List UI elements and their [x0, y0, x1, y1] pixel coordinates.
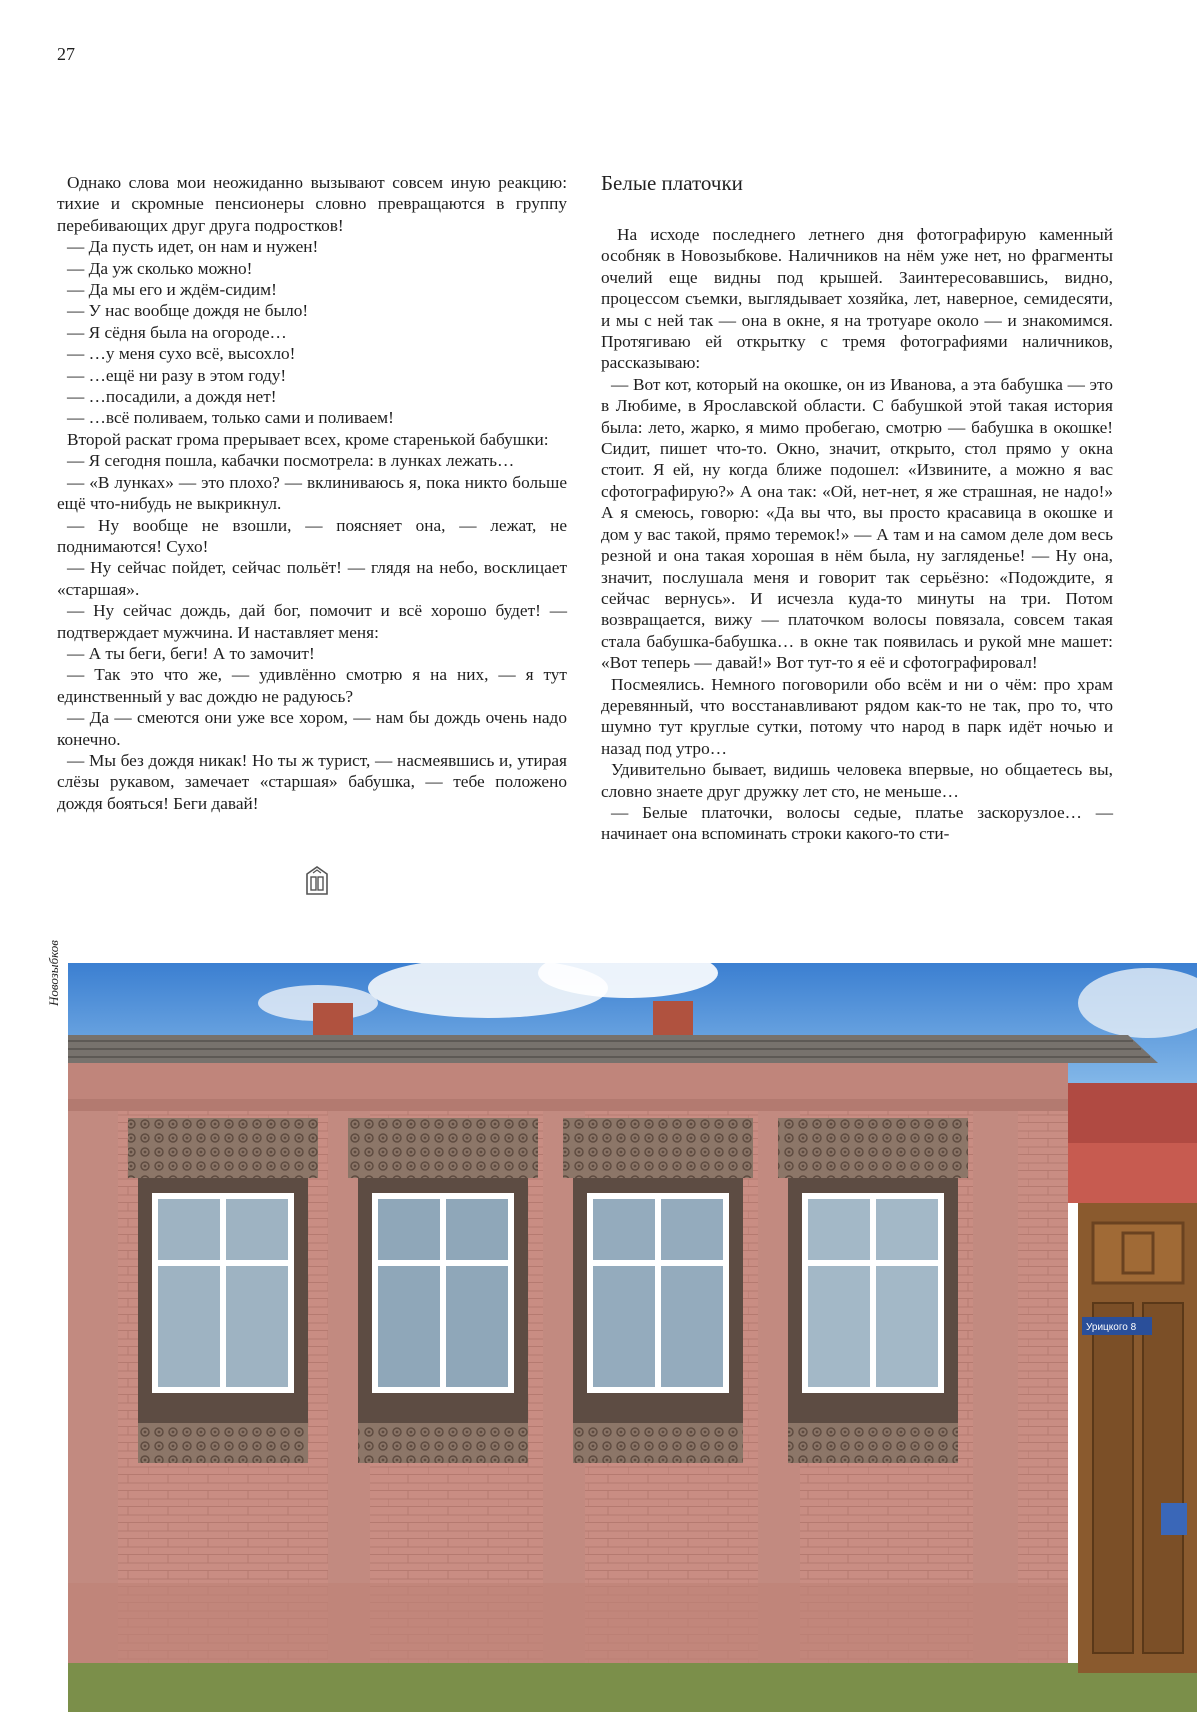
window-ornament-icon [304, 865, 330, 895]
right-column-body [601, 224, 1113, 845]
paragraph: — Ну вообще не взошли, — поясняет она, — лежат, не поднимаются! Сухо! [57, 515, 567, 556]
paragraph: — У нас вообще дождя не было! [67, 301, 309, 321]
paragraph: Второй раскат грома прерывает всех, кроме старенькой бабушки: [67, 429, 549, 449]
paragraph: — Мы без дождя никак! Но ты ж турист, — насмеявшись и, утирая слёзы рукавом, замечает «старшая» бабушка, — тебе положено дождя бояться! Беги давай! [57, 750, 567, 813]
paragraph: — Белые платочки, волосы седые, платье заскорузлое… — начинает она вспоминать строки какого-то сти- [601, 802, 1113, 844]
paragraph: — Да уж сколько можно! [67, 258, 253, 278]
page-number: 27 [57, 44, 75, 64]
paragraph: — Да пусть идет, он нам и нужен! [67, 237, 319, 257]
paragraph: — …у меня сухо всё, высохло! [67, 344, 296, 364]
paragraph: — …посадили, а дождя нет! [67, 387, 277, 407]
left-column [57, 172, 567, 814]
paragraph: — Вот кот, который на окошке, он из Иванова, а эта бабушка — это в Любиме, в Ярославской области. С бабушкой этой такая история была: лето, жарко, я мимо пробегаю, смотрю — бабушка в окошке! Сидит, пишет что-то. Окно, значит, открыто, стол прямо у окна стоит. Я ей, ну когда ближе подошел: «Извините, а можно я вас сфотографирую?» А она так: «Ой, нет-нет, я же страшная, не надо!» А я смеюсь, говорю: «Да вы что, вы просто красавица в окошке и дом у вас такой, прямо теремок!» — А там и на самом деле дом весь резной и она такая хорошая в нём была, ну загляденье! — Ну она, значит, послушала меня и говорит так серьёзно: «Подождите, я сейчас вернусь». И исчезла куда-то минуты на три. Потом возвращается, вижу — платочком волосы повязала, совсем такая стала бабушка-бабушка… в окне так появилась и рукой мне машет: «Вот теперь — давай!» Вот тут-то я её и сфотографировал! [601, 374, 1113, 673]
paragraph: Однако слова мои неожиданно вызывают совсем иную реакцию: тихие и скромные пенсионеры словно превращаются в группу перебивающих друг друга подростков! [57, 173, 567, 235]
paragraph: — Да — смеются они уже все хором, — нам бы дождь очень надо конечно. [57, 708, 567, 749]
paragraph: — Да мы его и ждём-сидим! [67, 280, 277, 300]
house-photo [68, 963, 1197, 1712]
house-sign: Урицкого 8 [1086, 1322, 1137, 1333]
paragraph: На исходе последнего летнего дня фотографирую каменный особняк в Новозыбкове. Наличников на нём уже нет, но фрагменты очелий еще видны под крышей. Заинтересовавшись, видно, процессом съемки, выглядывает хозяйка, лет, наверное, семидесяти, и мы с ней так — она в окне, я на тротуаре около — и знакомимся. Протягиваю ей открытку с тремя фотографиями наличников, рассказываю: [601, 225, 1113, 373]
paragraph: — …ещё ни разу в этом году! [67, 365, 287, 385]
paragraph: Удивительно бывает, видишь человека впервые, но общаетесь вы, словно знаете друг дружку лет сто, не меньше… [601, 760, 1113, 801]
section-heading: Белые платочки [601, 171, 743, 195]
paragraph: — Ну сейчас пойдет, сейчас польёт! — глядя на небо, восклицает «старшая». [57, 558, 567, 599]
right-column [601, 170, 1113, 845]
paragraph: — «В лунках» — это плохо? — вклиниваюсь я, пока никто больше ещё что-нибудь не выкрикнул. [57, 472, 567, 514]
paragraph: — …всё поливаем, только сами и поливаем! [67, 408, 394, 428]
paragraph: — Ну сейчас дождь, дай бог, помочит и всё хорошо будет! — подтверждает мужчина. И наставляет меня: [57, 601, 567, 642]
paragraph: — Так это что же, — удивлённо смотрю я на них, — я тут единственный у вас дождю не радуюсь? [57, 665, 567, 706]
paragraph: Посмеялись. Немного поговорили обо всём и ни о чём: про храм деревянный, что восстанавливают рядом как-то не так, про то, что шумно тут круглые сутки, потому что народ в парк идёт ночью и назад под утро… [601, 674, 1113, 758]
paragraph: — А ты беги, беги! А то замочит! [67, 643, 315, 663]
photo-caption: Новозыбков [46, 940, 61, 1006]
paragraph: — Я сегодня пошла, кабачки посмотрела: в лунках лежать… [67, 451, 515, 471]
paragraph: — Я сёдня была на огороде… [67, 322, 287, 342]
